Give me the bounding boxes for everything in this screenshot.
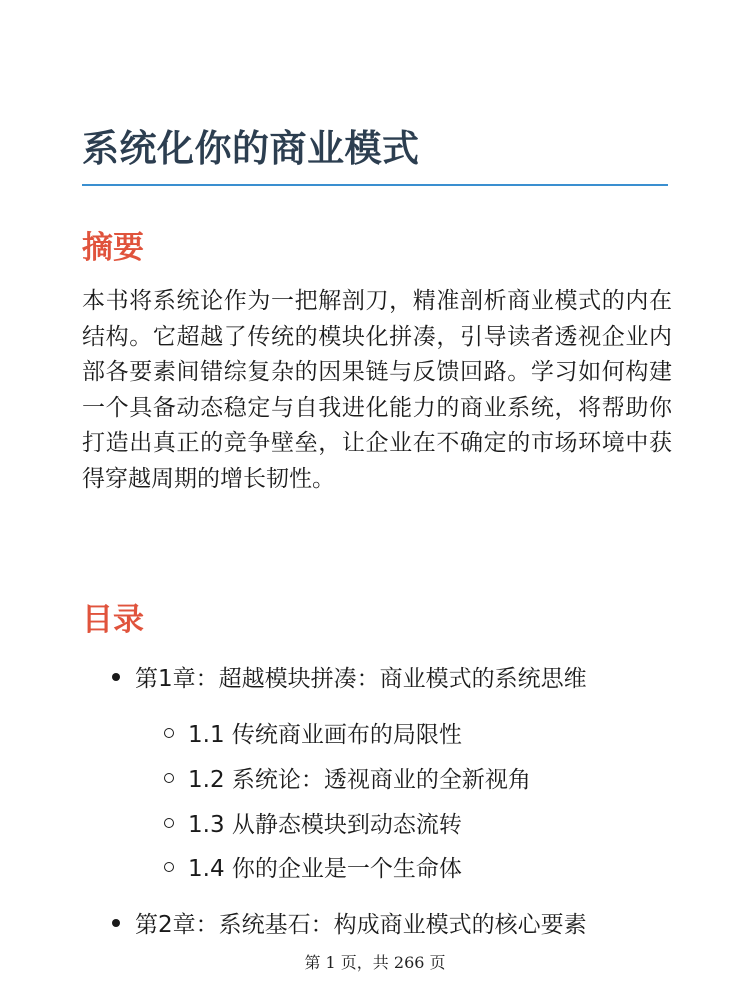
toc-chapter-label: 第2章：系统基石：构成商业模式的核心要素 — [135, 912, 587, 938]
abstract-paragraph: 本书将系统论作为一把解剖刀，精准剖析商业模式的内在结构。它超越了传统的模块化拼凑，引导读者透视企业内部各要素间错综复杂的因果链与反馈回路。学习如何构建一个具备动态稳定与自我进化能力的商业系统，将帮助你打造出真正的竞争壁垒，让企业在不确定的市场环境中获得穿越周期的增长韧性。 — [82, 288, 672, 492]
toc-chapter-2[interactable] — [112, 906, 587, 939]
bullet-circle-icon — [164, 728, 174, 738]
toc-section-label: 1.2 系统论：透视商业的全新视角 — [188, 767, 531, 793]
toc-section-1-4[interactable] — [164, 850, 462, 883]
toc-section-1-2[interactable] — [164, 761, 531, 794]
page-number: 第 1 页，共 266 页 — [304, 953, 446, 972]
toc-section-label: 1.3 从静态模块到动态流转 — [188, 812, 462, 838]
bullet-circle-icon — [164, 773, 174, 783]
bullet-circle-icon — [164, 818, 174, 828]
title-divider — [82, 184, 668, 186]
toc-section-label: 1.1 传统商业画布的局限性 — [188, 722, 462, 748]
abstract-heading: 摘要 — [82, 230, 144, 266]
document-title: 系统化你的商业模式 — [82, 127, 420, 170]
toc-chapter-1[interactable] — [112, 660, 587, 693]
bullet-circle-icon — [164, 862, 174, 872]
toc-chapter-label: 第1章：超越模块拼凑：商业模式的系统思维 — [135, 666, 587, 692]
bullet-dot-icon — [112, 673, 120, 681]
toc-section-label: 1.4 你的企业是一个生命体 — [188, 856, 462, 882]
toc-section-1-3[interactable] — [164, 806, 462, 839]
toc-section-1-1[interactable] — [164, 716, 462, 749]
bullet-dot-icon — [112, 919, 120, 927]
toc-heading: 目录 — [82, 602, 144, 638]
